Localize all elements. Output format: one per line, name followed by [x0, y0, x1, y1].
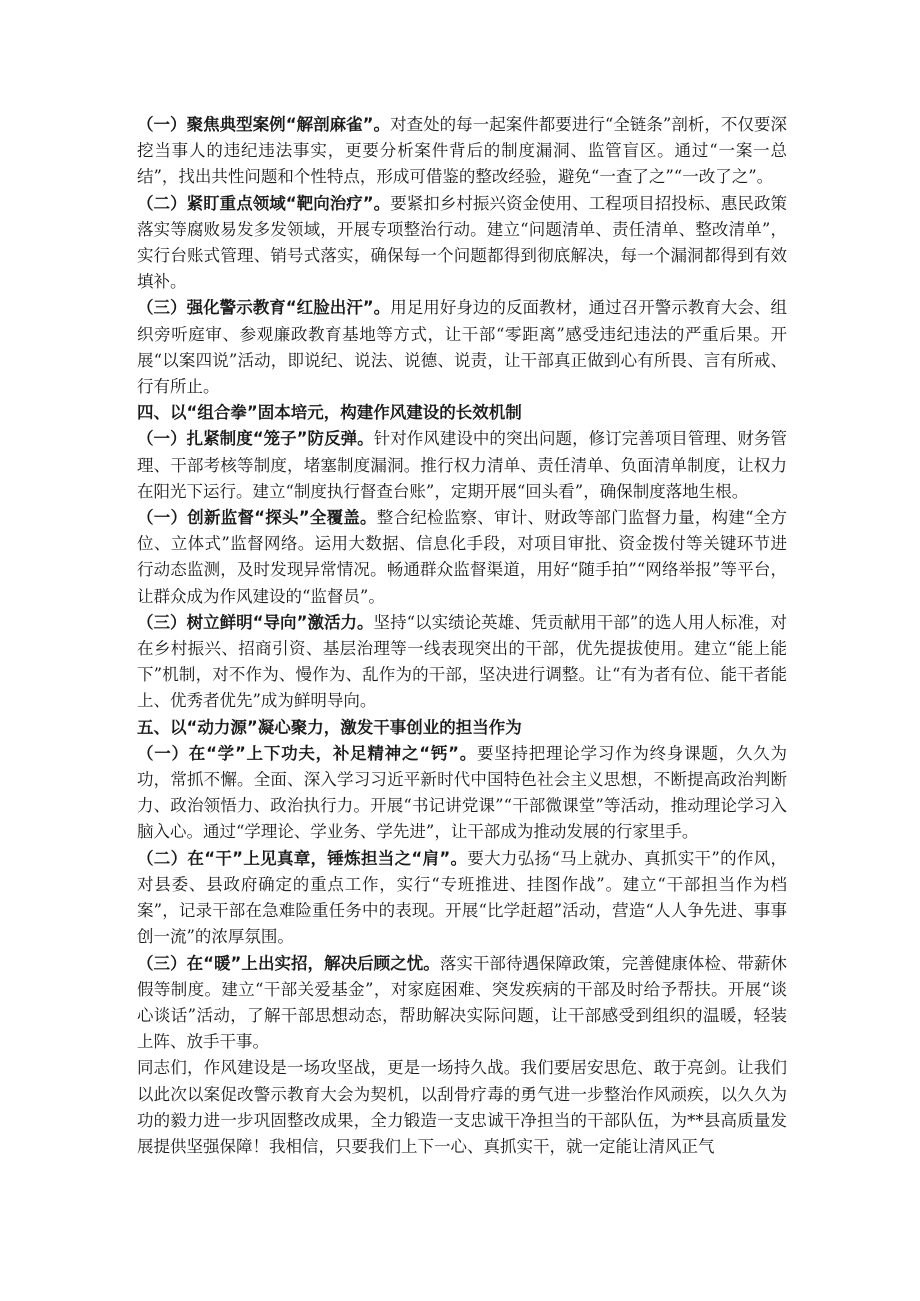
paragraph-lead: （一）聚焦典型案例“解剖麻雀”。	[137, 115, 391, 134]
paragraph-text: 针对作风建设中的突出问题，修订完善项目管理、财务管理、干部考核等制度，堵塞制度漏洞。推行权力清单、责任清单、负面清单制度，让权力在阳光下运行。建立“制度执行督查台账”，定期开展“回头看”，确保制度落地生根。	[137, 429, 787, 501]
paragraph-lead: （一）在“学”上下功夫，补足精神之“钙”。	[137, 743, 477, 763]
section-heading-five: 五、以“动力源”凝心聚力，激发干事创业的担当作为	[137, 717, 522, 737]
paragraph-action	[137, 846, 787, 951]
paragraph-key-areas	[137, 191, 787, 296]
paragraph-text: 落实干部待遇保障政策，完善健康体检、带薪休假等制度。建立“干部关爱基金”，对家庭困难、突发疾病的干部及时给予帮扶。开展“谈心谈话”活动，了解干部思想动态，帮助解决实际问题，让干部感受到组织的温暖，轻装上阵、放手干事。	[137, 953, 787, 1052]
document-page	[137, 112, 787, 1160]
paragraph-lead: （一）创新监督“探头”全覆盖。	[137, 508, 377, 528]
paragraph-text: 用足用好身边的反面教材，通过召开警示教育大会、组织旁听庭审、参观廉政教育基地等方式，让干部“零距离”感受违纪违法的严重后果。开展“以案四说”活动，即说纪、说法、说德、说责，让干部真正做到心有所畏、言有所戒、行有所止。	[137, 298, 787, 397]
paragraph-lead: （三）树立鲜明“导向”激活力。	[137, 612, 374, 632]
paragraph-lead: （三）强化警示教育“红脸出汗”。	[137, 298, 391, 318]
paragraph-warning-education	[137, 295, 787, 400]
paragraph-text: 要坚持把理论学习作为终身课题，久久为功，常抓不懈。全面、深入学习习近平新时代中国特色社会主义思想，不断提高政治判断力、政治领悟力、政治执行力。开展“书记讲党课”“干部微课堂”等活动，推动理论学习入脑入心。通过“学理论、学业务、学先进”，让干部成为推动发展的行家里手。	[137, 743, 787, 842]
paragraph-care	[137, 951, 787, 1056]
paragraph-case-analysis	[137, 112, 787, 191]
section-heading-four: 四、以“组合拳”固本培元，构建作风建设的长效机制	[137, 403, 522, 423]
paragraph-text: 要大力弘扬“马上就办、真抓实干”的作风，对县委、县政府确定的重点工作，实行“专班推进、挂图作战”。建立“干部担当作为档案”，记录干部在急难险重任务中的表现。开展“比学赶超”活动，营造“人人争先进、事事创一流”的浓厚氛围。	[137, 848, 787, 947]
paragraph-text: 对查处的每一起案件都要进行“全链条”剖析，不仅要深挖当事人的违纪违法事实，更要分析案件背后的制度漏洞、监管盲区。通过“一案一总结”，找出共性问题和个性特点，形成可借鉴的整改经验，避免“一查了之”“一改了之”。	[137, 115, 787, 187]
paragraph-lead: （二）紧盯重点领域“靶向治疗”。	[137, 193, 391, 213]
paragraph-lead: （三）在“暖”上出实招，解决后顾之忧。	[137, 953, 440, 973]
paragraph-study	[137, 741, 787, 846]
paragraph-closing: 同志们，作风建设是一场攻坚战，更是一场持久战。我们要居安思危、敢于亮剑。让我们以此次以案促改警示教育大会为契机，以刮骨疗毒的勇气进一步整治作风顽疾，以久久为功的毅力进一步巩固整改成果，全力锻造一支忠诚干净担当的干部队伍，为**县高质量发展提供坚强保障！我相信，只要我们上下一心、真抓实干，就一定能让清风正气	[137, 1058, 787, 1156]
paragraph-system-cage	[137, 426, 787, 505]
paragraph-text: 坚持“以实绩论英雄、凭贡献用干部”的选人用人标准，对在乡村振兴、招商引资、基层治理等一线表现突出的干部，优先提拔使用。建立“能上能下”机制，对不作为、慢作为、乱作为的干部，坚决进行调整。让“有为者有位、能干者能上、优秀者优先”成为鲜明导向。	[137, 612, 787, 711]
paragraph-supervision	[137, 505, 787, 610]
paragraph-lead: （一）扎紧制度“笼子”防反弹。	[137, 429, 374, 449]
paragraph-guidance	[137, 610, 787, 715]
paragraph-text: 整合纪检监察、审计、财政等部门监督力量，构建“全方位、立体式”监督网络。运用大数据、信息化手段，对项目审批、资金拨付等关键环节进行动态监测，及时发现异常情况。畅通群众监督渠道，用好“随手拍”“网络举报”等平台，让群众成为作风建设的“监督员”。	[137, 508, 787, 606]
paragraph-lead: （二）在“干”上见真章，锤炼担当之“肩”。	[137, 848, 468, 868]
paragraph-text: 要紧扣乡村振兴资金使用、工程项目招投标、惠民政策落实等腐败易发多发领域，开展专项整治行动。建立“问题清单、责任清单、整改清单”，实行台账式管理、销号式落实，确保每一个问题都得到彻底解决，每一个漏洞都得到有效填补。	[137, 193, 787, 292]
